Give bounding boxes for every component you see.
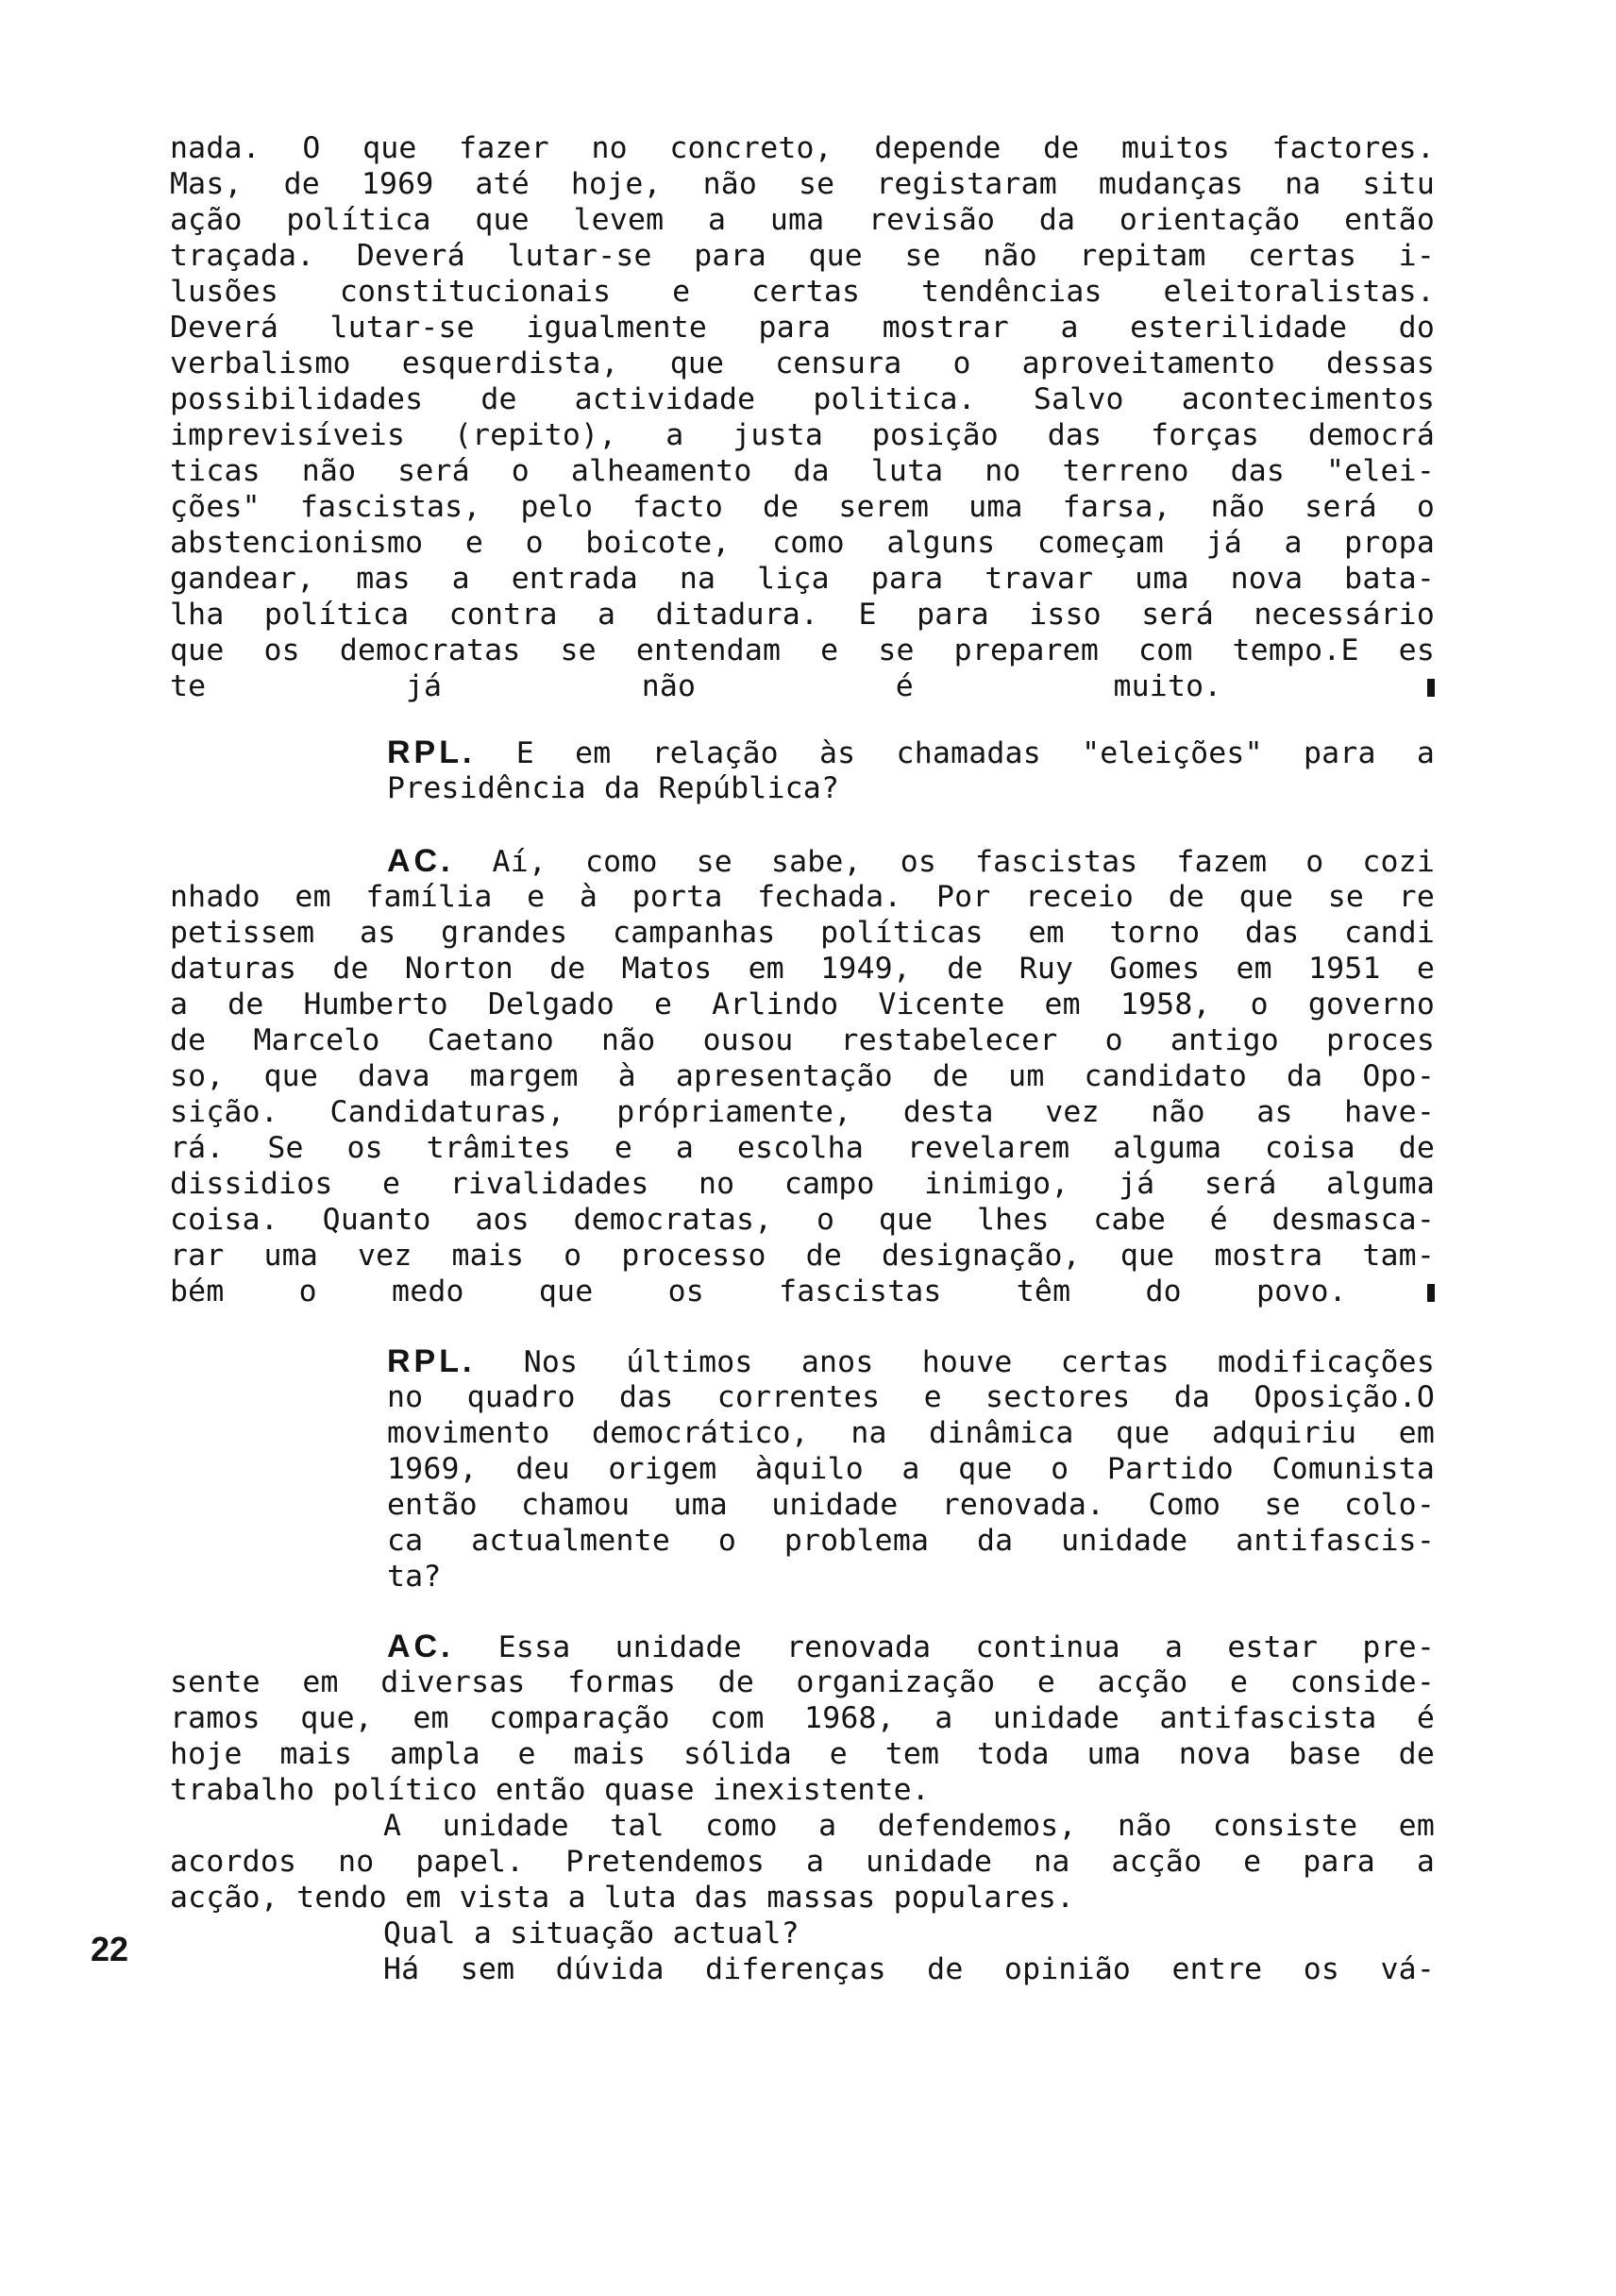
speaker-label: AC. [387,1629,454,1664]
text-line: sição. Candidaturas, própriamente, desta vez não as have- [170,1095,1435,1129]
text-line: rar uma vez mais o processo de designação, que mostra tam- [170,1239,1435,1273]
text-line [170,668,1435,704]
text-line: trabalho político então quase inexistente. [170,1773,930,1807]
text-line: ramos que, em comparação com 1968, a unidade antifascista é [170,1701,1435,1735]
text-line-content: E em relação às chamadas "eleições" para a [515,736,1435,770]
text-line: ções" fascistas, pelo facto de serem uma farsa, não será o [170,490,1435,524]
text-line: rá. Se os trâmites e a escolha revelarem alguma coisa de [170,1131,1435,1165]
text-line: sente em diversas formas de organização e acção e conside- [170,1665,1435,1699]
text-line: traçada. Deverá lutar-se para que se não repitam certas i- [170,239,1435,273]
text-line: imprevisíveis (repito), a justa posição das forças democrá [170,418,1435,452]
speaker-label: AC. [387,843,454,879]
text-line: Há sem dúvida diferenças de opinião entre os vá- [383,1952,1435,1986]
text-line: no quadro das correntes e sectores da Oposição.O [387,1380,1435,1414]
text-line: coisa. Quanto aos democratas, o que lhes cabe é desmasca- [170,1203,1435,1237]
text-line [170,843,1435,879]
question-2 [387,1343,1435,1595]
text-line: acordos no papel. Pretendemos a unidade na acção e para a [170,1845,1435,1879]
text-line: ação política que levem a uma revisão da orientação então [170,203,1435,237]
text-line: ca actualmente o problema da unidade antifascis- [387,1524,1435,1558]
text-line-content: Nos últimos anos houve certas modificações [523,1345,1435,1379]
end-mark-icon [1427,1284,1435,1302]
text-line-content: Essa unidade renovada continua a estar pre- [497,1630,1436,1664]
text-line: petissem as grandes campanhas políticas em torno das candi [170,916,1435,950]
speaker-label: RPL. [387,734,476,770]
answer-1 [170,130,1435,704]
speaker-label: RPL. [387,1343,476,1379]
page-number: 22 [91,1930,129,1968]
text-line: então chamou uma unidade renovada. Como se colo- [387,1488,1435,1522]
text-line [170,1274,1435,1309]
text-line: a de Humberto Delgado e Arlindo Vicente em 1958, o governo [170,988,1435,1021]
text-line: gandear, mas a entrada na liça para travar uma nova bata- [170,562,1435,596]
text-line: acção, tendo em vista a luta das massas populares. [170,1881,1075,1915]
question-1 [387,734,1435,806]
text-line [387,1343,1435,1379]
end-mark-icon [1427,679,1435,697]
text-line-content: Aí, como se sabe, os fascistas fazem o cozi [492,845,1435,879]
text-line: de Marcelo Caetano não ousou restabelecer o antigo proces [170,1023,1435,1057]
text-line: que os democratas se entendam e se preparem com tempo.E es [170,633,1435,667]
text-line: nhado em família e à porta fechada. Por receio de que se re [170,880,1435,914]
answer-2 [170,843,1435,1309]
text-line: nada. O que fazer no concreto, depende de muitos factores. [170,131,1435,165]
text-line: Presidência da República? [387,771,840,805]
text-line: lusões constitucionais e certas tendências eleitoralistas. [170,275,1435,309]
text-line: possibilidades de actividade politica. Salvo acontecimentos [170,382,1435,416]
text-line: Qual a situação actual? [383,1916,800,1950]
answer-3 [170,1629,1435,1987]
text-line: ta? [387,1560,442,1594]
text-line: lha política contra a ditadura. E para isso será necessário [170,598,1435,632]
text-line-content: te já não é muito. [170,669,1222,703]
text-line: Mas, de 1969 até hoje, não se registaram mudanças na situ [170,167,1435,201]
text-line: hoje mais ampla e mais sólida e tem toda uma nova base de [170,1737,1435,1771]
text-line: Deverá lutar-se igualmente para mostrar a esterilidade do [170,311,1435,345]
text-line: verbalismo esquerdista, que censura o aproveitamento dessas [170,346,1435,380]
text-line: abstencionismo e o boicote, como alguns começam já a propa [170,526,1435,560]
text-line [170,1629,1435,1664]
text-line: ticas não será o alheamento da luta no terreno das "elei- [170,454,1435,488]
text-line: dissidios e rivalidades no campo inimigo, já será alguma [170,1167,1435,1201]
text-line: 1969, deu origem àquilo a que o Partido Comunista [387,1452,1435,1486]
text-line: daturas de Norton de Matos em 1949, de Ruy Gomes em 1951 e [170,952,1435,986]
text-line [387,734,1435,770]
text-line-content: bém o medo que os fascistas têm do povo. [170,1275,1347,1308]
text-line: so, que dava margem à apresentação de um candidato da Opo- [170,1059,1435,1093]
text-line: A unidade tal como a defendemos, não consiste em [383,1809,1435,1843]
text-line: movimento democrático, na dinâmica que adquiriu em [387,1416,1435,1450]
